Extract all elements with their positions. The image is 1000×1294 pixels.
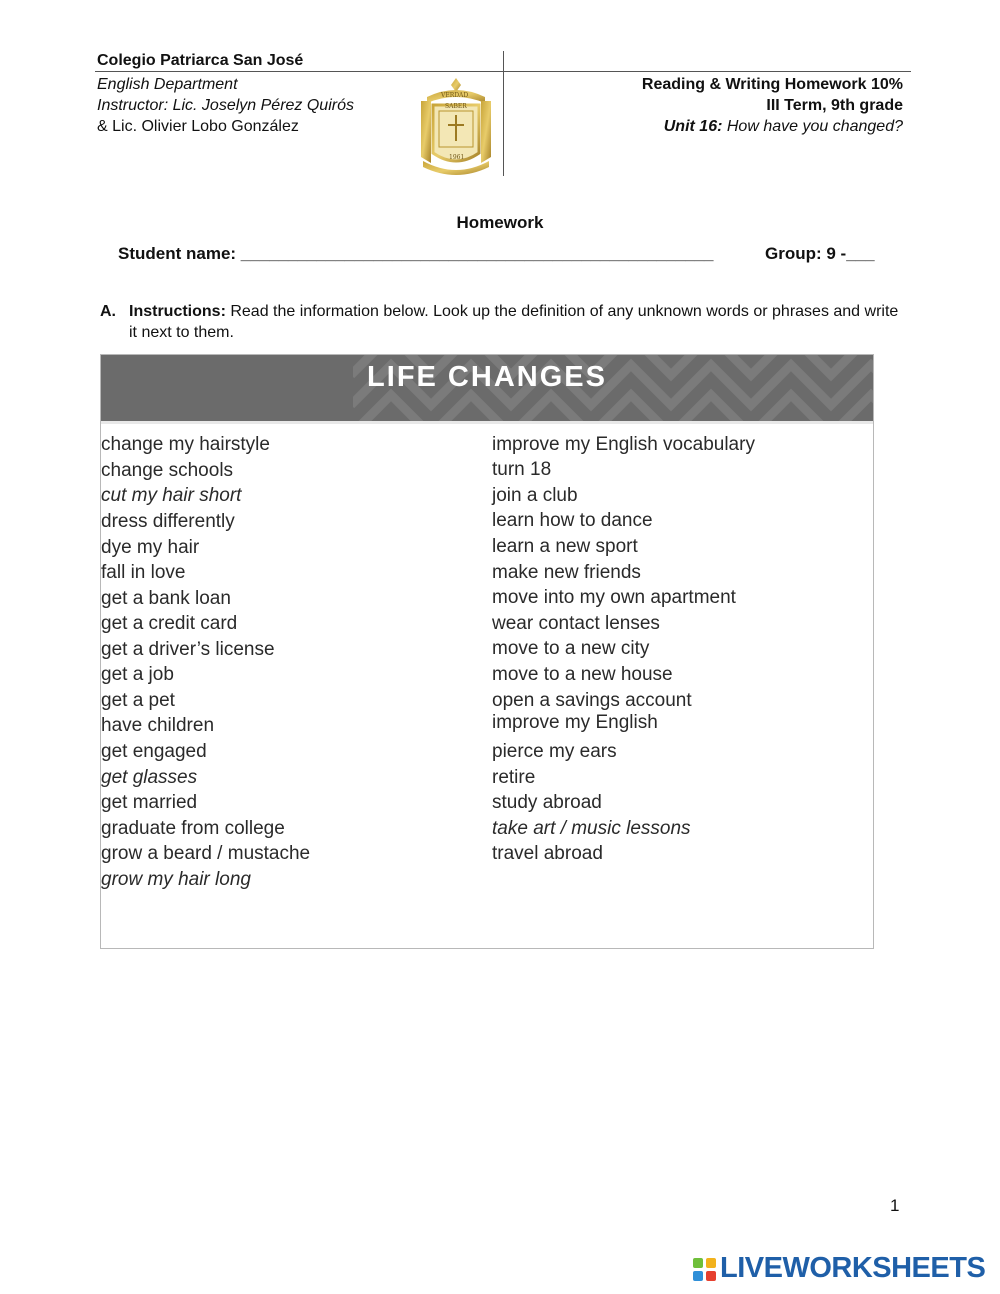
vocab-item: fall in love	[101, 562, 186, 583]
vocab-item: improve my English vocabulary	[492, 434, 755, 455]
department: English Department	[97, 76, 238, 93]
header-left-info	[97, 74, 354, 137]
school-crest-logo	[415, 75, 497, 175]
student-name-field[interactable]: Student name: __________________________________________________	[118, 244, 714, 263]
vocab-item: wear contact lenses	[492, 613, 660, 634]
unit-title: How have you changed?	[726, 118, 903, 135]
vocab-item: change schools	[101, 460, 234, 481]
header-divider	[503, 51, 504, 176]
vocab-item: change my hairstyle	[101, 434, 270, 455]
instructions	[100, 301, 910, 343]
assignment-title: Reading & Writing Homework 10%	[641, 76, 903, 93]
vocab-item: get a driver’s license	[101, 639, 275, 660]
vocab-item: get glasses	[101, 767, 198, 788]
vocab-item: get a credit card	[101, 613, 238, 634]
page-title: Homework	[456, 213, 544, 232]
vocab-item: learn a new sport	[492, 536, 638, 557]
vocab-item: get married	[101, 792, 198, 813]
instructions-label: Instructions:	[129, 303, 226, 320]
vocab-item: pierce my ears	[492, 741, 617, 762]
crest-year: 1961	[449, 154, 465, 161]
vocab-item: get a pet	[101, 690, 175, 711]
crest-motto-top: VERDAD	[441, 92, 469, 99]
life-changes-banner	[101, 355, 873, 421]
vocab-item: get a job	[101, 664, 174, 685]
vocab-item: graduate from college	[101, 818, 285, 839]
vocab-item: learn how to dance	[492, 510, 653, 531]
vocab-item: grow my hair long	[101, 869, 251, 890]
instructor-line-2: & Lic. Olivier Lobo González	[97, 118, 299, 135]
instructions-marker: A.	[100, 303, 116, 320]
unit-label: Unit 16:	[663, 118, 723, 135]
term-grade: III Term, 9th grade	[766, 97, 903, 114]
vocab-item: take art / music lessons	[492, 818, 691, 839]
group-field[interactable]: Group: 9 -___	[765, 244, 875, 263]
vocab-item: cut my hair short	[101, 485, 242, 506]
life-changes-box	[100, 354, 874, 949]
vocab-item: get engaged	[101, 741, 207, 762]
vocab-item: get a bank loan	[101, 588, 231, 609]
instructions-text: Read the information below. Look up the definition of any unknown words or phrases and write it next to them.	[129, 303, 899, 341]
vocab-item: open a savings account	[492, 690, 692, 711]
vocab-item: move into my own apartment	[492, 587, 736, 608]
school-name: Colegio Patriarca San José	[97, 52, 304, 69]
instructor-line-1: Instructor: Lic. Joselyn Pérez Quirós	[97, 97, 354, 114]
banner-edge	[101, 421, 873, 424]
header-right-info	[642, 74, 903, 137]
unit-line	[642, 116, 903, 137]
vocab-item: dress differently	[101, 511, 235, 532]
life-changes-title: LIFE CHANGES	[367, 361, 607, 393]
vocab-item: join a club	[492, 485, 578, 506]
vocab-item: study abroad	[492, 792, 602, 813]
vocab-item: move to a new city	[492, 638, 650, 659]
crest-motto-mid: SABER	[445, 103, 467, 110]
liveworksheets-wordmark: LIVEWORKSHEETS	[720, 1252, 986, 1284]
vocab-item: turn 18	[492, 459, 552, 480]
vocab-item: grow a beard / mustache	[101, 843, 311, 864]
vocab-item: dye my hair	[101, 537, 200, 558]
vocab-item: make new friends	[492, 562, 641, 583]
liveworksheets-icon	[692, 1257, 718, 1283]
vocab-item: have children	[101, 715, 215, 736]
vocab-item: improve my English	[492, 712, 658, 733]
vocab-item: retire	[492, 767, 536, 788]
vocab-item: travel abroad	[492, 843, 603, 864]
page-number: 1	[890, 1196, 900, 1215]
vocab-item: move to a new house	[492, 664, 673, 685]
